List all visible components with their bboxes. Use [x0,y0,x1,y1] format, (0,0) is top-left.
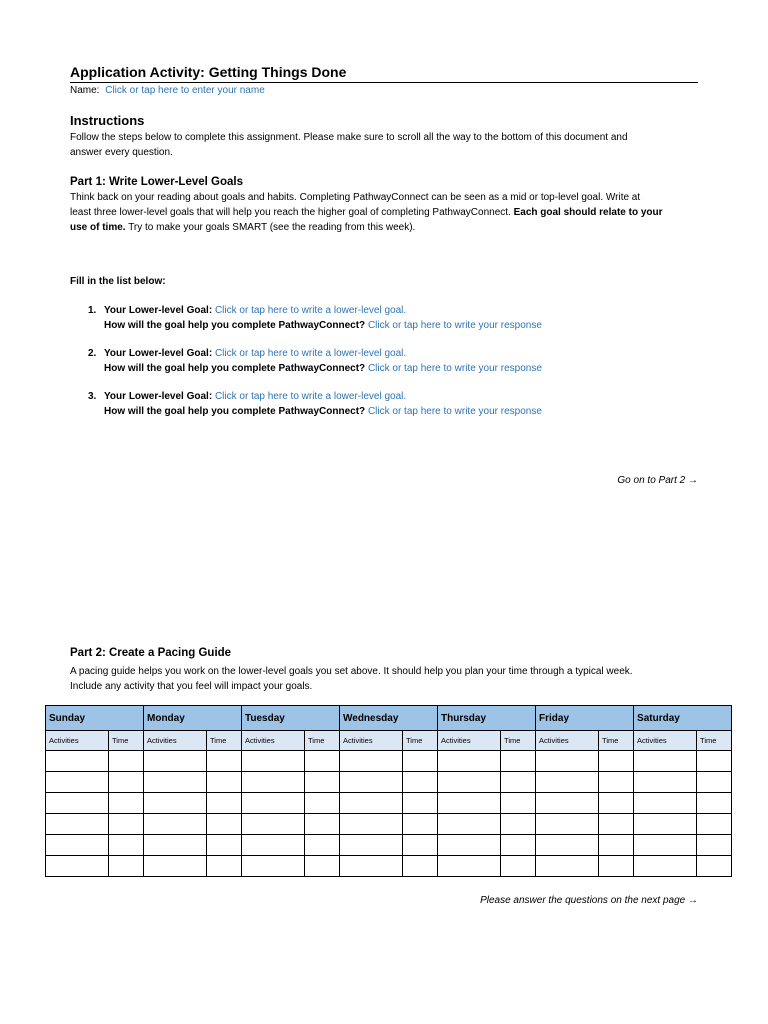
goal-item-2 [88,347,542,376]
part1-line-1: Think back on your reading about goals and habits. Completing PathwayConnect can be seen as a mid or top-level goal. Write at [70,192,641,203]
part1-line-2-bold: Each goal should relate to your [513,207,663,218]
activity-cell[interactable] [634,751,697,772]
time-cell[interactable] [501,751,536,772]
instructions-line-2: answer every question. [70,147,173,158]
time-cell[interactable] [599,814,634,835]
activities-header: Activities [144,731,207,751]
part1-heading: Part 1: Write Lower-Level Goals [70,176,243,188]
activity-cell[interactable] [438,751,501,772]
time-cell[interactable] [501,772,536,793]
time-cell[interactable] [305,814,340,835]
table-row [46,751,732,772]
part2-line-2: Include any activity that you feel will impact your goals. [70,681,313,692]
time-cell[interactable] [403,751,438,772]
time-cell[interactable] [501,793,536,814]
activity-cell[interactable] [536,793,599,814]
help-label: How will the goal help you complete PathwayConnect? [104,405,366,417]
fill-list-label: Fill in the list below: [70,276,166,287]
time-cell[interactable] [697,814,732,835]
activity-cell[interactable] [242,793,305,814]
time-cell[interactable] [305,835,340,856]
name-input[interactable]: Click or tap here to enter your name [105,85,265,96]
time-cell[interactable] [697,772,732,793]
day-header-sunday: Sunday [46,706,144,731]
day-header-thursday: Thursday [438,706,536,731]
time-cell[interactable] [599,856,634,877]
subheader-row [46,731,732,751]
next-page-note [480,895,698,906]
goal-label: Your Lower-level Goal: [104,305,213,316]
help-label: How will the goal help you complete PathwayConnect? [104,362,366,374]
goal-label: Your Lower-level Goal: [104,348,213,359]
activity-cell[interactable] [144,835,207,856]
activity-cell[interactable] [536,772,599,793]
activities-header: Activities [46,731,109,751]
activity-cell[interactable] [144,772,207,793]
instructions-line-1: Follow the steps below to complete this assignment. Please make sure to scroll all the way to the bottom of this document and [70,132,628,143]
time-cell[interactable] [305,751,340,772]
goal-input-1[interactable]: Click or tap here to write a lower-level goal. [214,305,407,316]
time-header: Time [403,731,438,751]
name-line [70,85,265,96]
activities-header: Activities [438,731,501,751]
time-cell[interactable] [599,751,634,772]
time-header: Time [599,731,634,751]
go-to-part2-note [617,475,698,486]
activity-cell[interactable] [340,793,403,814]
activities-header: Activities [536,731,599,751]
part2-heading: Part 2: Create a Pacing Guide [70,647,232,659]
time-cell[interactable] [109,751,144,772]
activity-cell[interactable] [438,856,501,877]
day-header-row [46,706,732,731]
activity-cell[interactable] [634,835,697,856]
activity-cell[interactable] [242,835,305,856]
activities-header: Activities [242,731,305,751]
time-header: Time [501,731,536,751]
activity-cell[interactable] [46,814,109,835]
part1-text [70,190,700,235]
activities-header: Activities [634,731,697,751]
time-cell[interactable] [109,856,144,877]
time-header: Time [109,731,144,751]
help-input-1[interactable]: Click or tap here to write your response [367,319,542,331]
goal-input-3[interactable]: Click or tap here to write a lower-level goal. [214,391,407,402]
table-row [46,814,732,835]
time-cell[interactable] [305,856,340,877]
help-input-2[interactable]: Click or tap here to write your response [367,362,542,374]
day-header-wednesday: Wednesday [340,706,438,731]
goal-label: Your Lower-level Goal: [104,391,213,402]
time-cell[interactable] [403,814,438,835]
time-cell[interactable] [403,772,438,793]
activity-cell[interactable] [46,835,109,856]
activity-cell[interactable] [438,835,501,856]
time-cell[interactable] [403,793,438,814]
instructions-heading: Instructions [70,113,145,128]
time-cell[interactable] [109,835,144,856]
activity-cell[interactable] [144,793,207,814]
time-cell[interactable] [697,751,732,772]
time-cell[interactable] [207,856,242,877]
goal-number: 3. [88,391,97,402]
pacing-guide-table [45,705,732,877]
activity-cell[interactable] [46,772,109,793]
time-cell[interactable] [501,856,536,877]
activity-cell[interactable] [536,814,599,835]
activity-cell[interactable] [242,751,305,772]
activity-cell[interactable] [46,751,109,772]
time-cell[interactable] [599,772,634,793]
pacing-guide-body [46,751,732,877]
document-title: Application Activity: Getting Things Done [70,64,698,83]
table-row [46,856,732,877]
go-to-part2-text: Go on to Part 2 [617,475,686,486]
activity-cell[interactable] [242,814,305,835]
activity-cell[interactable] [46,856,109,877]
activity-cell[interactable] [634,856,697,877]
time-cell[interactable] [697,793,732,814]
day-header-friday: Friday [536,706,634,731]
day-header-monday: Monday [144,706,242,731]
time-cell[interactable] [599,793,634,814]
time-cell[interactable] [305,772,340,793]
time-cell[interactable] [109,772,144,793]
activity-cell[interactable] [634,793,697,814]
time-header: Time [207,731,242,751]
time-cell[interactable] [305,793,340,814]
activity-cell[interactable] [340,856,403,877]
time-cell[interactable] [403,835,438,856]
day-header-saturday: Saturday [634,706,732,731]
activity-cell[interactable] [438,814,501,835]
activity-cell[interactable] [340,751,403,772]
activity-cell[interactable] [536,751,599,772]
activity-cell[interactable] [46,793,109,814]
part1-line-3-bold: use of time. [70,222,126,233]
goal-number: 1. [88,305,97,316]
activity-cell[interactable] [634,814,697,835]
time-cell[interactable] [207,772,242,793]
time-cell[interactable] [501,835,536,856]
part2-text [70,664,700,694]
arrow-right-icon: → [688,475,698,486]
activity-cell[interactable] [144,814,207,835]
time-cell[interactable] [109,793,144,814]
time-header: Time [697,731,732,751]
next-page-text: Please answer the questions on the next page [480,895,686,906]
activity-cell[interactable] [634,772,697,793]
time-header: Time [305,731,340,751]
part1-line-3 [70,220,700,235]
activity-cell[interactable] [536,856,599,877]
time-cell[interactable] [207,751,242,772]
arrow-right-icon: → [688,895,698,906]
activity-cell[interactable] [144,856,207,877]
goal-input-2[interactable]: Click or tap here to write a lower-level goal. [214,348,407,359]
time-cell[interactable] [207,835,242,856]
time-cell[interactable] [109,814,144,835]
name-label: Name: [70,85,100,96]
activity-cell[interactable] [536,835,599,856]
activity-cell[interactable] [242,772,305,793]
time-cell[interactable] [599,835,634,856]
time-cell[interactable] [697,835,732,856]
table-row [46,793,732,814]
help-label: How will the goal help you complete PathwayConnect? [104,319,366,331]
time-cell[interactable] [697,856,732,877]
goal-number: 2. [88,348,97,359]
activity-cell[interactable] [242,856,305,877]
day-header-tuesday: Tuesday [242,706,340,731]
goal-item-1 [88,304,542,333]
part1-line-3-normal: Try to make your goals SMART (see the reading from this week). [128,222,416,233]
time-cell[interactable] [207,793,242,814]
time-cell[interactable] [403,856,438,877]
part1-line-2 [70,205,700,220]
activity-cell[interactable] [340,814,403,835]
part2-line-1: A pacing guide helps you work on the lower-level goals you set above. It should help you plan your time through a typical week. [70,666,633,677]
activity-cell[interactable] [438,772,501,793]
table-row [46,772,732,793]
time-cell[interactable] [501,814,536,835]
table-row [46,835,732,856]
goal-item-3 [88,390,542,419]
activity-cell[interactable] [340,835,403,856]
part1-line-2-normal: least three lower-level goals that will help you reach the higher goal of completing PathwayConnect. [70,207,511,218]
activity-cell[interactable] [438,793,501,814]
help-input-3[interactable]: Click or tap here to write your response [367,405,542,417]
activities-header: Activities [340,731,403,751]
activity-cell[interactable] [340,772,403,793]
time-cell[interactable] [207,814,242,835]
instructions-text [70,130,700,160]
activity-cell[interactable] [144,751,207,772]
